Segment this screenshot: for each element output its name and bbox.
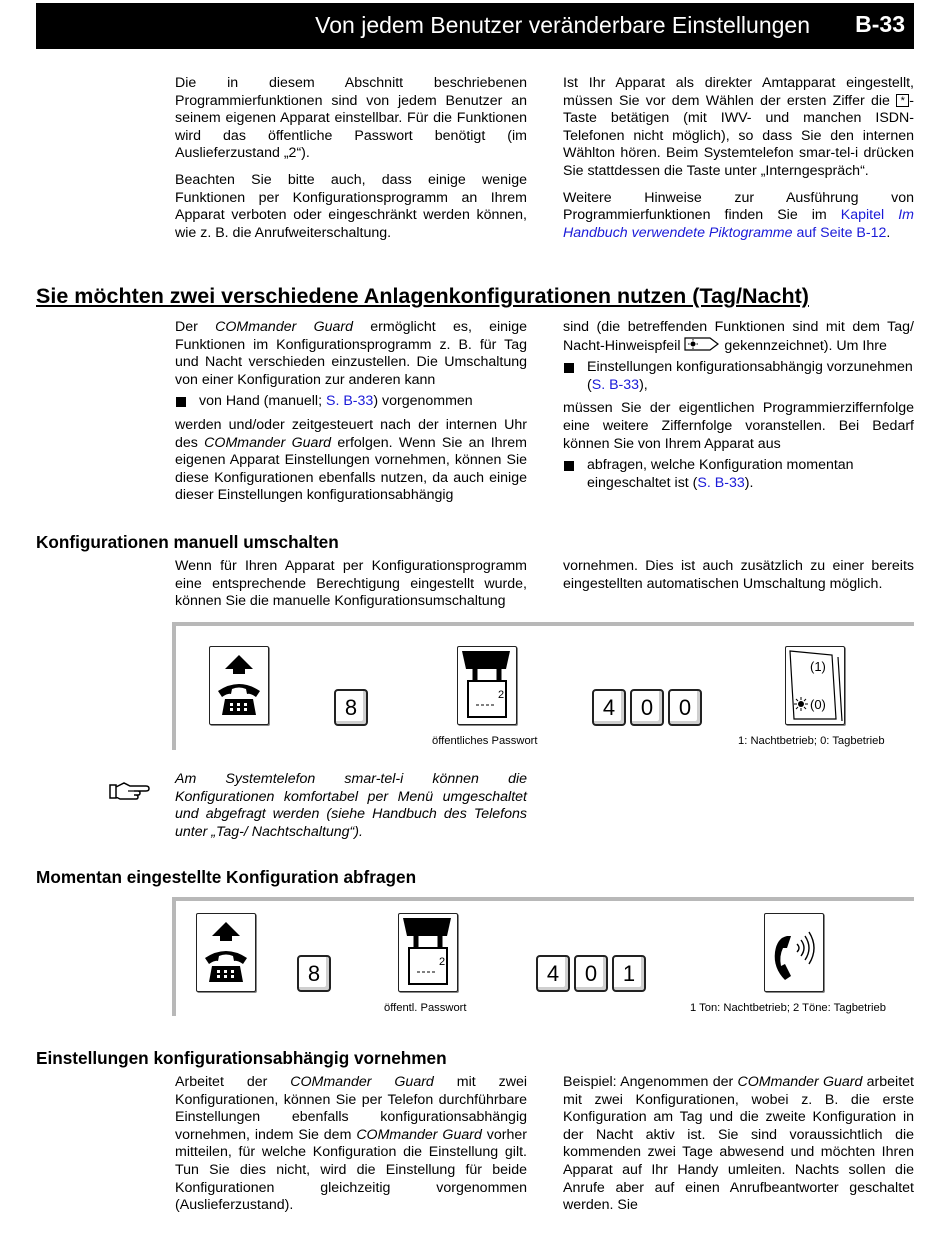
bullet-square-icon — [564, 363, 574, 373]
section1-left-column — [175, 319, 527, 514]
page-link[interactable]: S. B-33 — [325, 393, 374, 410]
procedure-diagram-switch — [172, 622, 914, 750]
day-label: (0) — [810, 697, 826, 712]
key-4: 4 — [592, 689, 626, 726]
section-heading: Konfigurationen manuell umschalten — [36, 532, 339, 552]
chapter-link[interactable]: Kapitel Im Handbuch verwendete Piktogramme auf Seite B-12 — [563, 207, 914, 241]
list-item: von Hand (manuell; S. B-33) vorgenommen — [175, 393, 527, 411]
night-label: (1) — [810, 659, 826, 674]
paragraph: Beispiel: Angenommen der COMmander Guard arbeitet mit zwei Konfigurationen, wobei z. B. die erste Konfiguration am Tag und die zweite Konfiguration in der Nacht aktiv ist. Sie sind voraussichtlich die kommenden zwei Tage abwesend und möchten Ihren Apparat auf Ihr Handy umleiten. Nachts sollen die Anrufe aber auf einen Anrufbeantworter geschaltet werden. Sie — [563, 1074, 914, 1214]
key-8: 8 — [334, 689, 368, 726]
lock-password-icon — [398, 913, 458, 992]
paragraph: werden und/oder zeitgesteuert nach der internen Uhr des COMmander Guard erfolgen. Wenn Sie an Ihrem eigenen Apparat Einstellungen vornehmen, können Sie diese Konfigurationen ebenfalls nutzen, da auch einige dieser Einstellungen konfigurationsabhängig — [175, 416, 527, 504]
password-caption: öffentl. Passwort — [384, 1002, 467, 1014]
key-8: 8 — [297, 955, 331, 992]
page-number: B-33 — [855, 11, 905, 37]
intro-paragraph: Ist Ihr Apparat als direkter Amtapparat eingestellt, müssen Sie vor dem Wählen der ersten Ziffer die * -Taste betätigen (mit IWV- und manchen ISDN-Telefonen nicht möglich), so dass Sie den internen Wählton hören. Beim Systemtelefon smar-tel-i drücken Sie stattdessen die Taste unter „Interngespräch“. — [563, 75, 914, 179]
password-digit: 2 — [498, 689, 505, 701]
section2-left-column — [175, 558, 527, 620]
intro-paragraph: Beachten Sie bitte auch, dass einige wenige Funktionen per Konfigurationsprogramm an Ihrem Apparat verboten oder eingeschränkt werden können, wie z. B. die Anrufweiterschaltung. — [175, 171, 527, 241]
section2-right-column — [563, 558, 914, 602]
lift-handset-icon — [209, 646, 269, 725]
section1-right-column — [563, 319, 914, 498]
ringing-tone-icon — [764, 913, 824, 992]
lift-handset-icon — [196, 913, 256, 992]
procedure-diagram-query — [172, 897, 914, 1016]
section-heading: Einstellungen konfigurationsabhängig vornehmen — [36, 1048, 447, 1068]
page-link[interactable]: S. B-33 — [697, 474, 745, 491]
section-heading: Sie möchten zwei verschiedene Anlagenkonfigurationen nutzen (Tag/Nacht) — [36, 284, 809, 308]
page-link[interactable]: S. B-33 — [591, 376, 640, 393]
note-text: Am Systemtelefon smar-tel-i können die Konfigurationen komfortabel per Menü umgeschaltet und abgefragt werden (siehe Handbuch des Telefons unter „Tag-/ Nachtschaltung“). — [175, 771, 527, 840]
intro-right-column — [563, 75, 914, 251]
intro-left-column — [175, 75, 527, 251]
page-title: Von jedem Benutzer veränderbare Einstellungen — [315, 12, 810, 38]
key-0: 0 — [574, 955, 608, 992]
key-0: 0 — [668, 689, 702, 726]
section4-right-column — [563, 1074, 914, 1224]
paragraph: vornehmen. Dies ist auch zusätzlich zu einer bereits eingestellten automatischen Umschaltung möglich. — [563, 558, 914, 592]
intro-paragraph: Die in diesem Abschnitt beschriebenen Programmierfunktionen sind von jedem Benutzer an seinem eigenen Apparat einstellbar. Für die Funktionen wird das öffentliche Passwort benötigt (im Auslieferzustand „2“). — [175, 75, 527, 162]
password-caption: öffentliches Passwort — [432, 735, 538, 747]
password-digit: 2 — [439, 956, 446, 968]
star-key-icon: * — [896, 94, 909, 107]
key-1: 1 — [612, 955, 646, 992]
paragraph: Der COMmander Guard ermöglicht es, einige Funktionen im Konfigurationsprogramm z. B. für Tag und Nacht verschieden einzustellen. Die Umschaltung von einer Konfiguration zur anderen kann — [175, 319, 527, 388]
paragraph: Arbeitet der COMmander Guard mit zwei Konfigurationen, können Sie per Telefon durchführbare Einstellungen ebenfalls konfigurationsabhängig vornehmen, indem Sie dem COMmander Guard vorher mitteilen, für welche Konfiguration die Einstellung gilt. Tun Sie dies nicht, wird die Einstellung für beide Konfigurationen gleichzeitig vorgenommen (Auslieferzustand). — [175, 1074, 527, 1214]
day-night-switch-icon — [785, 646, 845, 725]
bullet-square-icon — [564, 461, 574, 471]
pointing-hand-icon — [108, 779, 150, 801]
intro-paragraph: Weitere Hinweise zur Ausführung von Programmierfunktionen finden Sie im Kapitel Im Handbuch verwendete Piktogramme auf Seite B-12. — [563, 189, 914, 241]
paragraph: müssen Sie der eigentlichen Programmierziffernfolge eine weitere Ziffernfolge voranstellen. Bei Bedarf können Sie von Ihrem Apparat aus — [563, 400, 914, 452]
paragraph: Wenn für Ihren Apparat per Konfigurationsprogramm eine entsprechende Berechtigung eingestellt wurde, können Sie die manuelle Konfigurationsumschaltung — [175, 558, 527, 610]
key-0: 0 — [630, 689, 664, 726]
section-heading: Momentan eingestellte Konfiguration abfragen — [36, 867, 417, 887]
list-item: Einstellungen konfigurationsabhängig vorzunehmen (S. B-33), — [563, 359, 914, 394]
key-4: 4 — [536, 955, 570, 992]
paragraph: sind (die betreffenden Funktionen sind mit dem Tag/ Nacht-Hinweispfeil gekennzeichnet). Um Ihre — [563, 319, 914, 354]
page-header — [36, 3, 914, 49]
list-item: abfragen, welche Konfiguration momentan eingeschaltet ist (S. B-33). — [563, 457, 914, 492]
bullet-square-icon — [176, 397, 186, 407]
section4-left-column — [175, 1074, 527, 1224]
result-caption: 1 Ton: Nachtbetrieb; 2 Töne: Tagbetrieb — [690, 1002, 886, 1014]
lock-password-icon — [457, 646, 517, 725]
result-caption: 1: Nachtbetrieb; 0: Tagbetrieb — [738, 735, 885, 747]
day-night-arrow-icon — [684, 337, 720, 351]
